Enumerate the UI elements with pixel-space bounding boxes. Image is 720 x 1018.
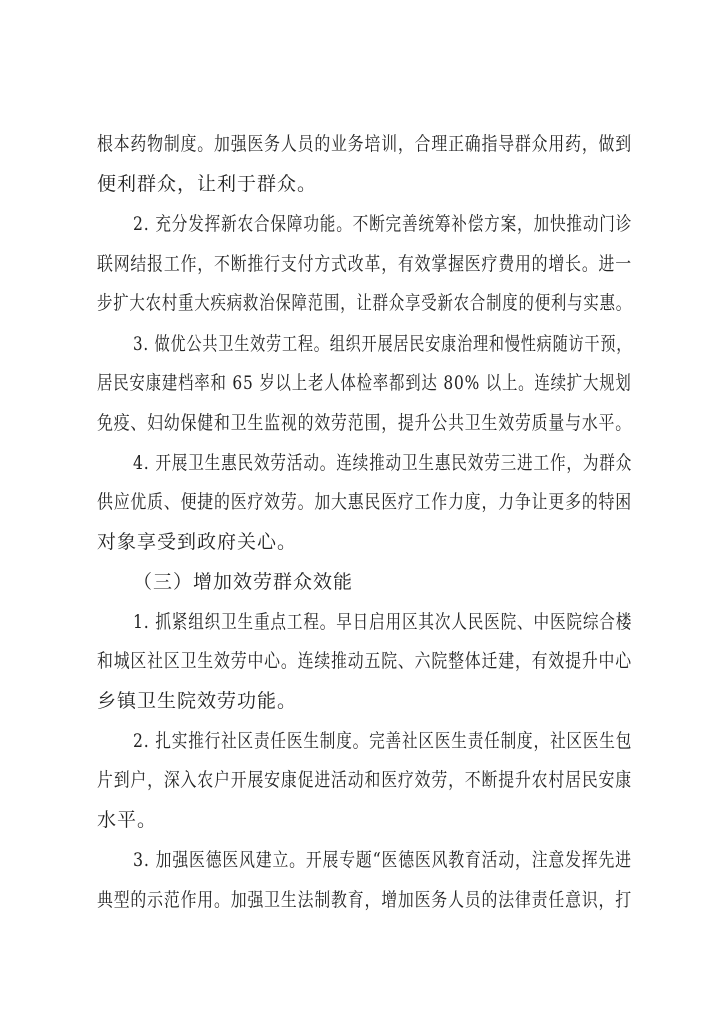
text-line: 和城区社区卫生效劳中心。连续推动五院、六院整体迁建，有效提升中心	[97, 650, 632, 672]
text-line: 片到户，深入农户开展安康促进活动和医疗效劳，不断提升农村居民安康	[97, 769, 632, 791]
text-line: 1. 抓紧组织卫生重点工程。早日启用区其次人民医院、中医院综合楼	[133, 611, 633, 633]
text-line: 根本药物制度。加强医务人员的业务培训，合理正确指导群众用药，做到	[97, 133, 632, 155]
text-line: 免疫、妇幼保健和卫生监视的效劳范围，提升公共卫生效劳质量与水平。	[97, 412, 632, 434]
text-line: 2. 充分发挥新农合保障功能。不断完善统筹补偿方案，加快推动门诊	[133, 213, 633, 235]
text-line: 4. 开展卫生惠民效劳活动。连续推动卫生惠民效劳三进工作，为群众	[133, 452, 633, 474]
text-line: 对象享受到政府关心。	[97, 531, 298, 553]
text-line: 水平。	[97, 809, 158, 831]
section-heading: （三）增加效劳群众效能	[133, 571, 354, 593]
text-line: 居民安康建档率和 65 岁以上老人体检率都到达 80% 以上。连续扩大规划	[97, 372, 632, 394]
text-line: 3. 加强医德医风建立。开展专题“医德医风教育活动，注意发挥先进	[133, 849, 632, 871]
text-line: 2. 扎实推行社区责任医生制度。完善社区医生责任制度，社区医生包	[133, 730, 633, 752]
text-line: 步扩大农村重大疾病救治保障范围，让群众享受新农合制度的便利与实惠。	[97, 292, 633, 314]
text-line: 典型的示范作用。加强卫生法制教育，增加医务人员的法律责任意识，打	[97, 889, 632, 911]
text-line: 3. 做优公共卫生效劳工程。组织开展居民安康治理和慢性病随访干预，	[133, 333, 633, 355]
text-line: 乡镇卫生院效劳功能。	[97, 690, 298, 712]
text-line: 供应优质、便捷的医疗效劳。加大惠民医疗工作力度，力争让更多的特困	[97, 491, 632, 513]
text-line: 便利群众，让利于群众。	[97, 173, 318, 195]
text-line: 联网结报工作，不断推行支付方式改革，有效掌握医疗费用的增长。进一	[97, 253, 632, 275]
